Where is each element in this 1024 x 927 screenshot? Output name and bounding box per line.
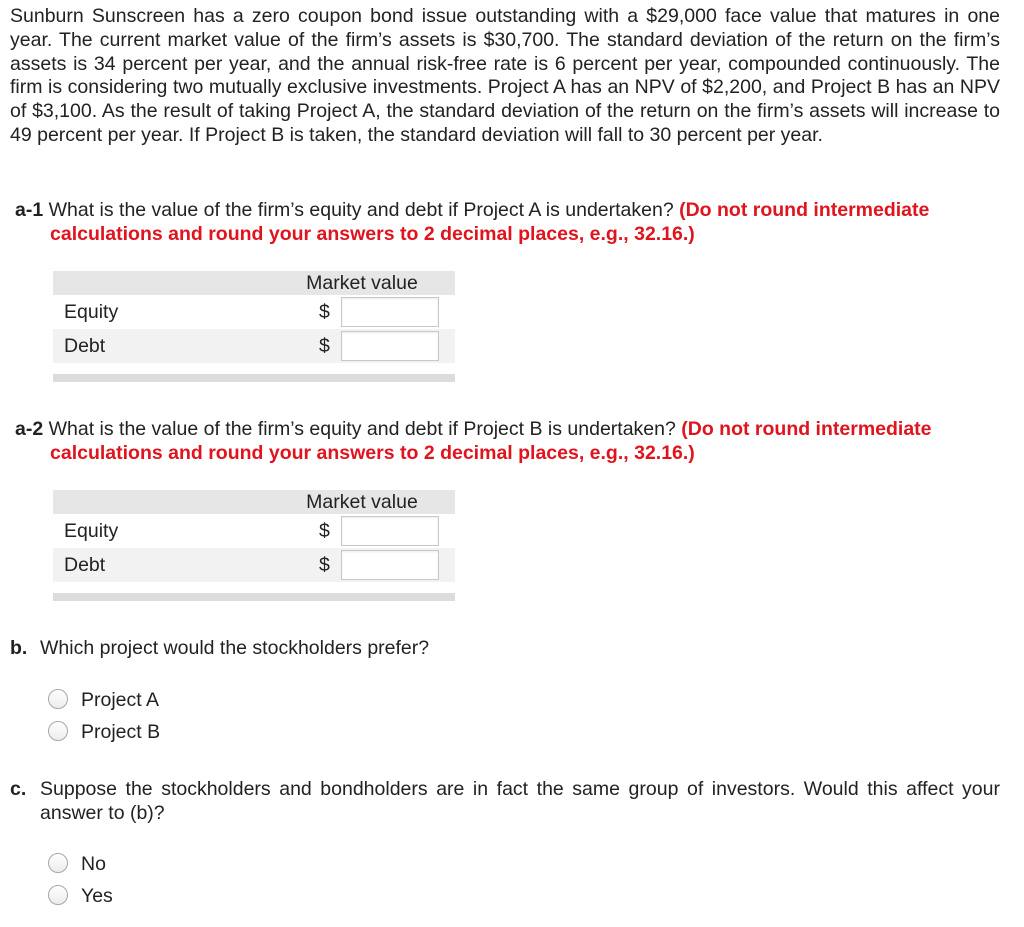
- question-b-label: b.: [10, 637, 28, 659]
- question-b: [10, 636, 1000, 660]
- question-a2-text: What is the value of the firm’s equity and debt if Project B is undertaken?: [43, 418, 682, 440]
- question-a1-instruction: (Do not round intermediate calculations and round your answers to 2 decimal places, e.g., 32.16.): [50, 199, 930, 245]
- row-label-equity: Equity: [64, 520, 119, 542]
- radio-button[interactable]: [48, 853, 68, 873]
- question-c-text: Suppose the stockholders and bondholders are in fact the same group of investors. Would this affect your answer to (b)?: [40, 778, 1000, 824]
- question-c-label: c.: [10, 778, 27, 800]
- answer-table-a1: [53, 271, 455, 382]
- table-footer-divider: [53, 374, 455, 382]
- debt-value-input-a1[interactable]: [341, 331, 439, 361]
- radio-button[interactable]: [48, 689, 68, 709]
- table-footer-divider: [53, 593, 455, 601]
- option-label: No: [81, 853, 106, 875]
- option-label: Yes: [81, 885, 113, 907]
- equity-value-input-a2[interactable]: [341, 516, 439, 546]
- question-a1-label: a-1: [15, 199, 44, 221]
- question-a1-text: What is the value of the firm’s equity and debt if Project A is undertaken?: [43, 199, 680, 221]
- question-a1: [10, 198, 1000, 246]
- question-b-text: Which project would the stockholders prefer?: [40, 637, 430, 659]
- question-c: [10, 777, 1000, 825]
- option-label: Project A: [81, 689, 160, 711]
- currency-symbol: $: [319, 335, 330, 357]
- radio-button[interactable]: [48, 885, 68, 905]
- table-header: [53, 490, 455, 514]
- column-header-market-value: Market value: [306, 272, 418, 294]
- problem-statement: Sunburn Sunscreen has a zero coupon bond issue outstanding with a $29,000 face value that matures in one year. The current market value of the firm’s assets is $30,700. The standard deviation of the return on the firm’s assets is 34 percent per year, and the annual risk-free rate is 6 percent per year, compounded continuously. The firm is considering two mutually exclusive investments. Project A has an NPV of $2,200, and Project B has an NPV of $3,100. As the result of taking Project A, the standard deviation of the return on the firm’s assets will increase to 49 percent per year. If Project B is taken, the standard deviation will fall to 30 percent per year.: [10, 5, 1000, 146]
- debt-value-input-a2[interactable]: [341, 550, 439, 580]
- radio-button[interactable]: [48, 721, 68, 741]
- table-row-debt: [53, 548, 455, 582]
- table-row-equity: [53, 295, 455, 329]
- table-row-equity: [53, 514, 455, 548]
- question-a2: [10, 417, 1000, 465]
- row-label-debt: Debt: [64, 554, 106, 576]
- equity-value-input-a1[interactable]: [341, 297, 439, 327]
- question-a2-instruction: (Do not round intermediate calculations and round your answers to 2 decimal places, e.g., 32.16.): [50, 418, 932, 464]
- column-header-market-value: Market value: [306, 491, 418, 513]
- table-row-debt: [53, 329, 455, 363]
- table-header: [53, 271, 455, 295]
- answer-table-a2: [53, 490, 455, 601]
- option-label: Project B: [81, 721, 161, 743]
- currency-symbol: $: [319, 520, 330, 542]
- row-label-equity: Equity: [64, 301, 119, 323]
- currency-symbol: $: [319, 554, 330, 576]
- currency-symbol: $: [319, 301, 330, 323]
- question-a2-label: a-2: [15, 418, 44, 440]
- row-label-debt: Debt: [64, 335, 106, 357]
